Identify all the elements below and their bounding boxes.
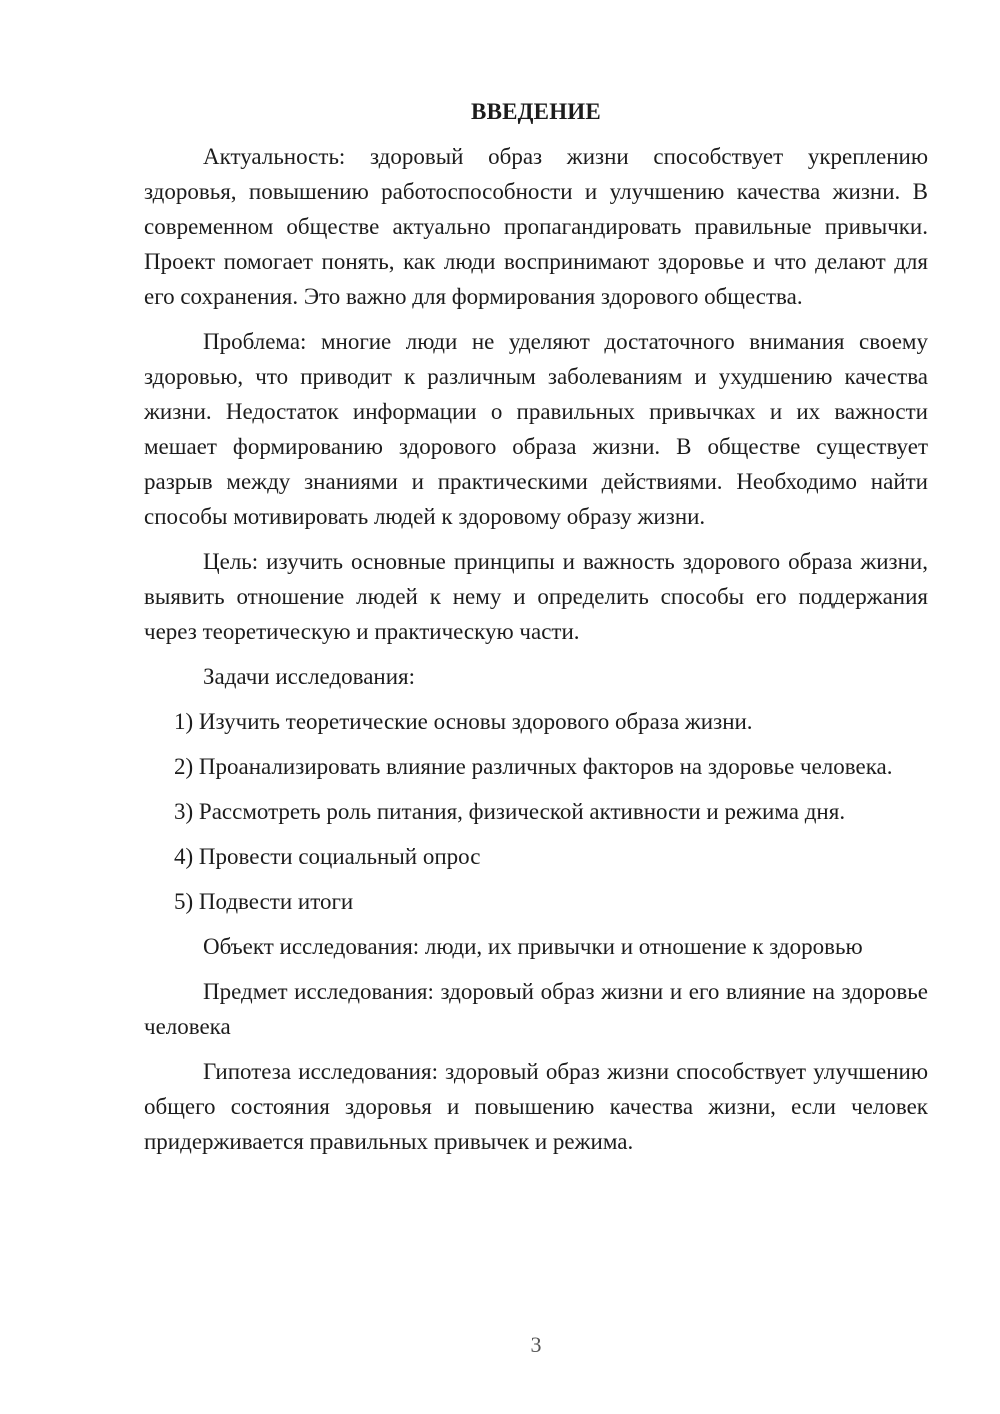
tasks-heading: Задачи исследования: — [203, 664, 416, 689]
hypothesis-paragraph: Гипотеза исследования: здоровый образ жизни способствует улучшению общего состояния здоровья и повышению качества жизни, если человек придерживается правильных привычек и режима. — [144, 1059, 928, 1154]
relevance-paragraph: Актуальность: здоровый образ жизни способствует укреплению здоровья, повышению работоспособности и улучшению качества жизни. В современном обществе актуально пропагандировать правильные привычки. Проект помогает понять, как люди воспринимают здоровье и что делают для его сохранения. Это важно для формирования здорового общества. — [144, 144, 928, 309]
page-content — [144, 94, 928, 1169]
problem-paragraph: Проблема: многие люди не уделяют достаточного внимания своему здоровью, что приводит к различным заболеваниям и ухудшению качества жизни. Недостаток информации о правильных привычках и их важности мешает формированию здорового образа жизни. В обществе существует разрыв между знаниями и практическими действиями. Необходимо найти способы мотивировать людей к здоровому образу жизни. — [144, 329, 928, 529]
task-item-3: 3) Рассмотреть роль питания, физической активности и режима дня. — [174, 799, 846, 824]
task-item-4: 4) Провести социальный опрос — [174, 844, 481, 869]
task-item-5: 5) Подвести итоги — [174, 889, 354, 914]
section-title: ВВЕДЕНИЕ — [471, 99, 601, 124]
task-item-1: 1) Изучить теоретические основы здорового образа жизни. — [174, 709, 753, 734]
goal-paragraph: Цель: изучить основные принципы и важность здорового образа жизни, выявить отношение людей к нему и определить способы его поддержания через теоретическую и практическую части. — [144, 549, 928, 644]
page-number: 3 — [530, 1332, 542, 1357]
subject-paragraph: Предмет исследования: здоровый образ жизни и его влияние на здоровье человека — [144, 979, 928, 1039]
task-item-2: 2) Проанализировать влияние различных факторов на здоровье человека. — [174, 754, 893, 779]
object-paragraph: Объект исследования: люди, их привычки и отношение к здоровью — [203, 934, 863, 959]
